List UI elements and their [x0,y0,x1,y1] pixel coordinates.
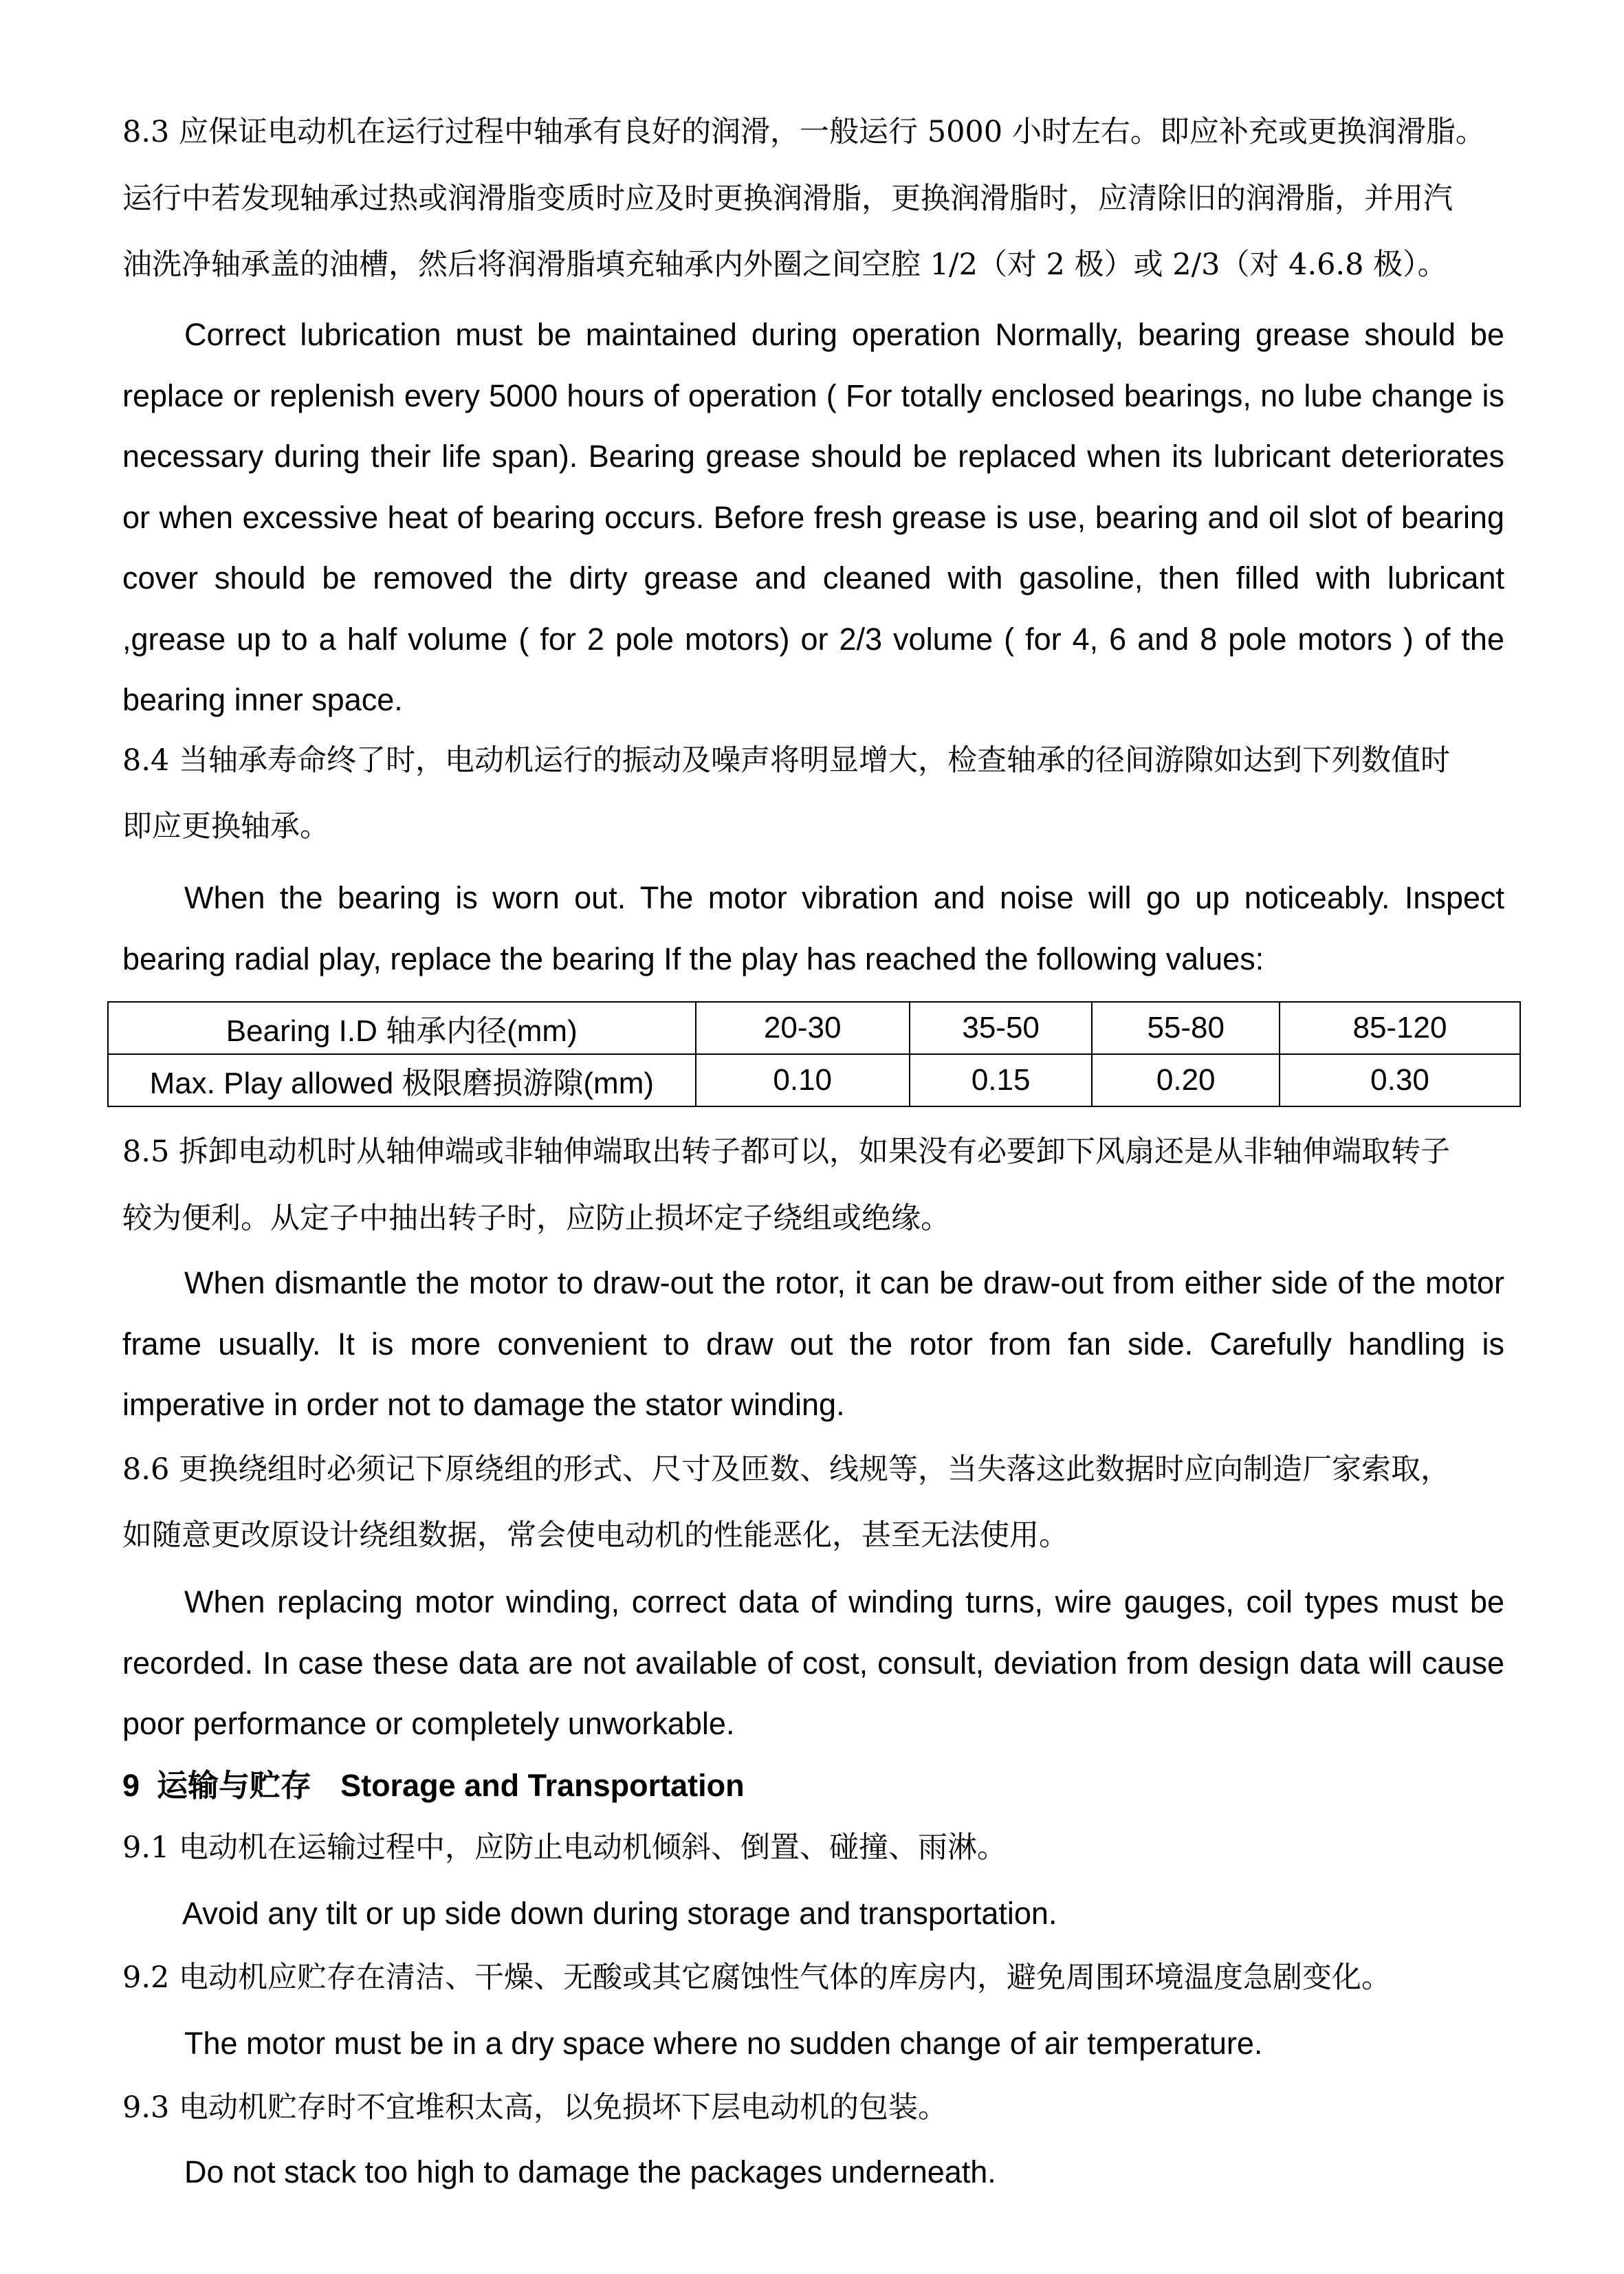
table-cell: 35-50 [910,1002,1093,1054]
section-9-heading [122,1770,745,1801]
table-cell: 0.10 [696,1054,910,1106]
section-8-4-cn-line-1: 8.4 当轴承寿命终了时，电动机运行的振动及噪声将明显增大，检查轴承的径间游隙如达到下列数值时 [122,743,1451,778]
section-8-6-en-text: When replacing motor winding, correct data of winding turns, wire gauges, coil types must be recorded. In case these data are not available of cost, consult, deviation from design data will cause poor performance or completely unworkable. [122,1584,1504,1741]
table-row-label: Bearing I.D 轴承内径(mm) [108,1002,696,1054]
section-8-6-en-paragraph [122,1572,1504,1755]
section-9-3-cn: 9.3 电动机贮存时不宜堆积太高，以免损坏下层电动机的包装。 [122,2090,948,2125]
section-8-5-cn-line-2: 较为便利。从定子中抽出转子时，应防止损坏定子绕组或绝缘。 [122,1201,950,1236]
table-cell: 0.20 [1092,1054,1280,1106]
section-8-3-cn-line-2: 运行中若发现轴承过热或润滑脂变质时应及时更换润滑脂，更换润滑脂时，应清除旧的润滑脂，并用汽 [122,182,1453,216]
section-8-4-en-paragraph [122,868,1504,990]
section-8-6-cn-line-1: 8.6 更换绕组时必须记下原绕组的形式、尺寸及匝数、线规等，当失落这此数据时应向制造厂家索取， [122,1452,1451,1487]
section-9-2-en: The motor must be in a dry space where no sudden change of air temperature. [184,2026,1263,2061]
section-8-4-en-text: When the bearing is worn out. The motor vibration and noise will go up noticeably. Inspect bearing radial play, replace the bearing If the play has reached the following values: [122,880,1504,976]
bearing-play-table [107,1001,1521,1107]
table-row [108,1054,1520,1106]
section-9-title-cn: 运输与贮存 [157,1768,312,1803]
section-9-title-en: Storage and Transportation [340,1768,745,1803]
table-cell: 85-120 [1280,1002,1520,1054]
section-9-number: 9 [122,1768,140,1803]
table-cell: 0.30 [1280,1054,1520,1106]
table-cell: 20-30 [696,1002,910,1054]
section-9-3-en: Do not stack too high to damage the packages underneath. [184,2154,996,2189]
section-8-3-en-text: Correct lubrication must be maintained during operation Normally, bearing grease should be replace or replenish every 5000 hours of operation ( For totally enclosed bearings, no lube change is necessary during their life span). Bearing grease should be replaced when its lubricant deteriorates or when excessive heat of bearing occurs. Before fresh grease is use, bearing and oil slot of bearing cover should be removed the dirty grease and cleaned with gasoline, then filled with lubricant ,grease up to a half volume ( for 2 pole motors) or 2/3 volume ( for 4, 6 and 8 pole motors ) of the bearing inner space. [122,317,1504,717]
section-8-5-cn-line-1: 8.5 拆卸电动机时从轴伸端或非轴伸端取出转子都可以，如果没有必要卸下风扇还是从非轴伸端取转子 [122,1135,1451,1169]
table-cell: 55-80 [1092,1002,1280,1054]
table-row [108,1002,1520,1054]
table-row-label: Max. Play allowed 极限磨损游隙(mm) [108,1054,696,1106]
table-cell: 0.15 [910,1054,1093,1106]
section-8-3-cn-line-1: 8.3 应保证电动机在运行过程中轴承有良好的润滑，一般运行 5000 小时左右。即应补充或更换润滑脂。 [122,115,1485,149]
section-8-3-cn-line-3: 油洗净轴承盖的油槽，然后将润滑脂填充轴承内外圈之间空腔 1/2（对 2 极）或 2/3（对 4.6.8 极）。 [122,248,1447,282]
section-8-3-en-paragraph [122,305,1504,731]
section-8-6-cn-line-2: 如随意更改原设计绕组数据，常会使电动机的性能恶化，甚至无法使用。 [122,1518,1068,1553]
section-8-5-en-paragraph [122,1253,1504,1436]
section-8-5-en-text: When dismantle the motor to draw-out the rotor, it can be draw-out from either side of the motor frame usually. It is more convenient to draw out the rotor from fan side. Carefully handling is imperative in order not to damage the stator winding. [122,1265,1504,1422]
section-9-2-cn: 9.2 电动机应贮存在清洁、干燥、无酸或其它腐蚀性气体的库房内，避免周围环境温度急剧变化。 [122,1960,1392,1995]
section-9-1-en: Avoid any tilt or up side down during storage and transportation. [182,1896,1057,1931]
section-8-4-cn-line-2: 即应更换轴承。 [122,809,329,844]
section-9-1-cn: 9.1 电动机在运输过程中，应防止电动机倾斜、倒置、碰撞、雨淋。 [122,1830,1007,1865]
